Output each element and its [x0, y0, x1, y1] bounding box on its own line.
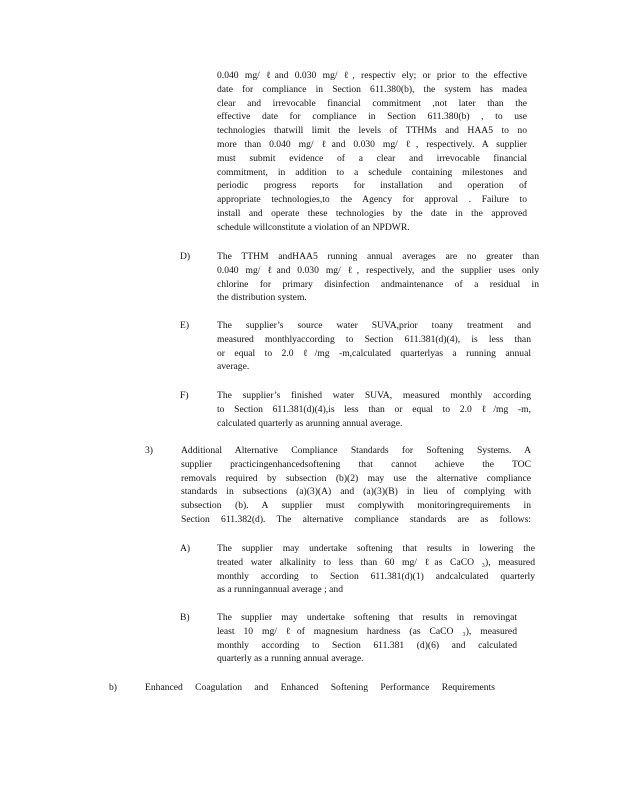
text-line: The supplier’s finished water SUVA, measured monthly according — [217, 390, 531, 401]
text-line: The supplier may undertake softening that results in lowering the — [217, 543, 535, 554]
text-line: monthly according to Section 611.381(d)(1) andcalculated quarterly — [217, 570, 535, 582]
text-line: measured monthlyaccording to Section 611.381(d)(4), is less than — [217, 333, 531, 345]
text-line: periodic progress reports for installation and operation of — [217, 180, 527, 192]
text-line: 0.040 mg/ ℓand 0.030 mg/ ℓ, respectiv ely; or prior to the effective — [217, 70, 527, 81]
text-line: least 10 mg/ ℓof magnesium hardness (as CaCO ₃), measured — [217, 625, 517, 637]
text-line: Enhanced Coagulation and Enhanced Softening Performance Requirements — [145, 682, 495, 693]
text-line: appropriate technologies,to the Agency for approval . Failure to — [217, 194, 527, 206]
text-line: technologies thatwill limit the levels of TTHMs and HAA5 to no — [217, 125, 527, 137]
text-line: the distribution system. — [217, 292, 307, 304]
item-label-a: A) — [180, 543, 191, 554]
text-line: subsection (b). A supplier must complywith monitoringrequirements in — [181, 500, 531, 512]
text-line: schedule willconstitute a violation of an NPDWR. — [217, 221, 410, 233]
text-line: The supplier’s source water SUVA,prior toany treatment and — [217, 320, 531, 331]
paragraph-item-b — [217, 611, 517, 666]
text-line: Section 611.382(d). The alternative compliance standards are as follows: — [181, 513, 531, 525]
text-line: The supplier may undertake softening that results in removingat — [217, 612, 517, 623]
text-line: or equal to 2.0 ℓ/mg -m,calculated quarterlyas a running annual — [217, 347, 531, 359]
text-line: date for compliance in Section 611.380(b), the system has madea — [217, 83, 527, 95]
text-line: treated water alkalinity to less than 60 mg/ ℓas CaCO ₃), measured — [217, 556, 535, 568]
item-label-f: F) — [180, 390, 189, 401]
text-line: monthly according to Section 611.381 (d)(6) and calculated — [217, 639, 517, 651]
text-line: supplier practicingenhancedsoftening that cannot achieve the TOC — [181, 458, 531, 470]
text-line: clear and irrevocable financial commitment ,not later than the — [217, 97, 527, 109]
item-label-3: 3) — [145, 445, 153, 456]
text-line: must submit evidence of a clear and irrevocable financial — [217, 152, 527, 164]
text-line: to Section 611.381(d)(4),is less than or equal to 2.0 ℓ/mg -m, — [217, 403, 531, 415]
text-line: chlorine for primary disinfection andmaintenance of a residual in — [217, 278, 539, 290]
paragraph-continuation — [217, 69, 527, 235]
paragraph-item-3 — [181, 444, 531, 527]
text-line: install and operate these technologies by the date in the approved — [217, 207, 527, 219]
text-line: commitment, in addition to a schedule containing milestones and — [217, 166, 527, 178]
text-line: 0.040 mg/ ℓand 0.030 mg/ ℓ, respectively, and the supplier uses only — [217, 264, 539, 276]
item-label-d: D) — [180, 251, 191, 262]
text-line: The TTHM andHAA5 running annual averages are no greater than — [217, 251, 539, 262]
section-heading-b — [145, 681, 495, 695]
text-line: calculated quarterly as arunning annual average. — [217, 417, 403, 429]
text-line: average. — [217, 361, 250, 373]
text-line: quarterly as a running annual average. — [217, 653, 364, 665]
text-line: standards in subsections (a)(3)(A) and (a)(3)(B) in lieu of complying with — [181, 486, 531, 498]
paragraph-item-a — [217, 542, 535, 597]
text-line: more than 0.040 mg/ ℓand 0.030 mg/ ℓ, respectively. A supplier — [217, 138, 527, 150]
text-line: as a runningannual average ; and — [217, 584, 343, 596]
paragraph-item-d — [217, 250, 539, 305]
paragraph-item-f — [217, 389, 531, 430]
paragraph-item-e — [217, 319, 531, 374]
item-label-b: B) — [180, 612, 190, 623]
section-label-b: b) — [109, 682, 117, 693]
text-line: Additional Alternative Compliance Standards for Softening Systems. A — [181, 445, 531, 456]
item-label-e: E) — [180, 320, 190, 331]
text-line: removals required by subsection (b)(2) may use the alternative compliance — [181, 472, 531, 484]
text-line: effective date for compliance in Section 611.380(b) , to use — [217, 111, 527, 123]
